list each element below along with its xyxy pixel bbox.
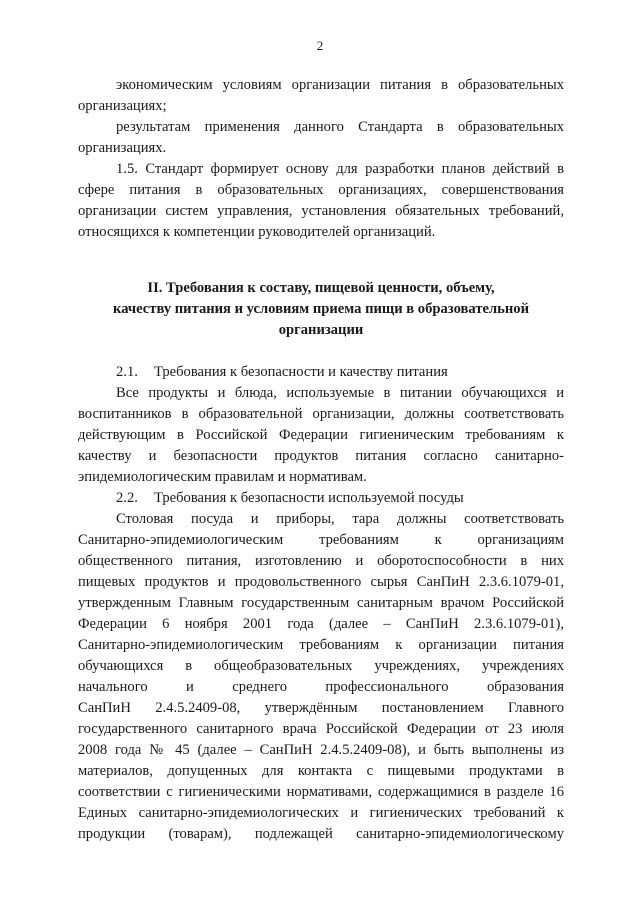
text-line: Единых санитарно-эпидемиологических и гигиенических требований к [78,805,564,821]
subsection-title: Требования к безопасности используемой посуды [154,490,464,506]
text-line: общественного питания, изготовлению и оборотоспособности в них [78,553,564,569]
text-line: организациях; [78,98,167,114]
text-line: утвержденным Главным государственным санитарным врачом Российской [78,595,564,611]
text-line: обучающихся в общеобразовательных учреждениях, учреждениях [78,658,564,674]
text-line: материалов, допущенных для контакта с пищевыми продуктами в [78,763,564,779]
text-line: качеству и безопасности продуктов питания согласно санитарно- [78,448,564,464]
text-line: организациях. [78,140,167,156]
heading-line: организации [278,322,364,338]
section-heading [78,278,564,341]
text-line: 1.5. Стандарт формирует основу для разработки планов действий в [116,161,564,177]
text-line: 2008 года № 45 (далее – СанПиН 2.4.5.2409-08), и быть выполнены из [78,742,564,758]
text-line: эпидемиологическим правилам и нормативам. [78,469,367,485]
subsection-number: 2.1. [116,364,138,380]
text-line: СанПиН 2.4.5.2409-08, утверждённым постановлением Главного [78,700,564,716]
text-line: начального и среднего профессионального образования [78,679,564,695]
text-line: организации систем управления, установления обязательных требований, [78,203,564,219]
text-line: Санитарно-эпидемиологическим требованиям к организации питания [78,637,564,653]
text-line: государственного санитарного врача Российской Федерации от 23 июля [78,721,564,737]
text-line: соответствии с гигиеническими нормативами, содержащимися в разделе 16 [78,784,564,800]
heading-line: II. Требования к составу, пищевой ценности, объему, [147,280,495,296]
paragraph-standard-results [78,117,564,159]
subsection-2-1-title [78,362,564,383]
paragraph-2-1 [78,383,564,488]
subsection-title: Требования к безопасности и качеству питания [154,364,448,380]
paragraph-2-2 [78,509,564,845]
text-line: Все продукты и блюда, используемые в питании обучающихся и [116,385,564,401]
document-body [78,75,564,845]
text-line: продукции (товарам), подлежащей санитарно-эпидемиологическому [78,826,564,842]
text-line: Столовая посуда и приборы, тара должны соответствовать [116,511,564,527]
text-line: относящихся к компетенции руководителей организаций. [78,224,436,240]
paragraph-1-5 [78,159,564,243]
text-line: пищевых продуктов и продовольственного сырья СанПиН 2.3.6.1079-01, [78,574,564,590]
paragraph-economic-conditions [78,75,564,117]
page-number: 2 [316,38,324,53]
text-line: Санитарно-эпидемиологическим требованиям к организациям [78,532,564,548]
text-line: результатам применения данного Стандарта в образовательных [116,119,564,135]
subsection-2-2-title [78,488,564,509]
text-line: экономическим условиям организации питания в образовательных [116,77,564,93]
subsection-number: 2.2. [116,490,138,506]
text-line: сфере питания в образовательных организациях, совершенствования [78,182,564,198]
text-line: Федерации 6 ноября 2001 года (далее – СанПиН 2.3.6.1079-01), [78,616,564,632]
text-line: действующим в Российской Федерации гигиеническим требованиям к [78,427,564,443]
text-line: воспитанников в образовательной организации, должны соответствовать [78,406,564,422]
heading-line: качеству питания и условиям приема пищи в образовательной [113,301,529,317]
